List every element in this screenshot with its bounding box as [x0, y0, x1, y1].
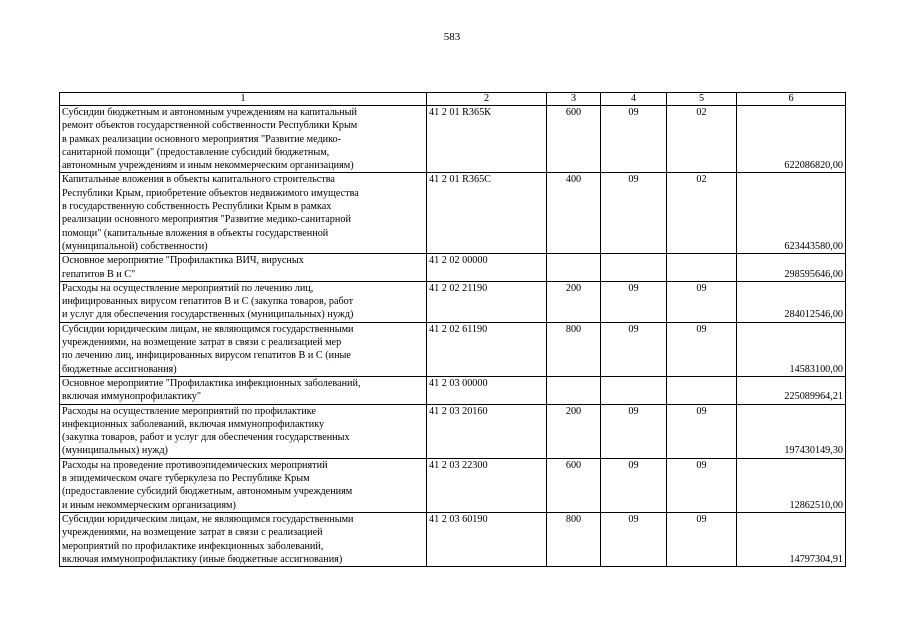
- expense-name-cell: Основное мероприятие "Профилактика инфекционных заболеваний, включая иммунопрофилактику": [60, 376, 427, 404]
- table-row: [60, 173, 846, 254]
- column-header: 3: [547, 93, 601, 106]
- section-cell: 09: [601, 106, 667, 173]
- page-number: 583: [443, 31, 461, 43]
- section-cell: 09: [601, 404, 667, 458]
- header-row: [60, 93, 846, 106]
- section-cell: 09: [601, 458, 667, 512]
- expense-type-cell: 200: [547, 281, 601, 322]
- subsection-cell: 02: [667, 106, 737, 173]
- subsection-cell: [667, 254, 737, 282]
- table-row: [60, 106, 846, 173]
- expense-type-cell: 800: [547, 322, 601, 376]
- target-article-code-cell: 41 2 01 R365К: [427, 106, 547, 173]
- expense-name-cell: Расходы на осуществление мероприятий по лечению лиц, инфицированных вирусом гепатитов В и С (закупка товаров, работ и услуг для обеспечения государственных (муниципальных) нужд): [60, 281, 427, 322]
- amount-cell: 12862510,00: [737, 458, 846, 512]
- section-cell: 09: [601, 173, 667, 254]
- column-header: 5: [667, 93, 737, 106]
- column-header: 2: [427, 93, 547, 106]
- expense-type-cell: 600: [547, 458, 601, 512]
- expense-name-cell: Субсидии юридическим лицам, не являющимся государственными учреждениями, на возмещение затрат в связи с реализацией мероприятий по профилактике инфекционных заболеваний, включая иммунопрофилактику (иные бюджетные ассигнования): [60, 512, 427, 566]
- subsection-cell: 09: [667, 281, 737, 322]
- expense-name-cell: Основное мероприятие "Профилактика ВИЧ, вирусных гепатитов В и С": [60, 254, 427, 282]
- target-article-code-cell: 41 2 02 61190: [427, 322, 547, 376]
- column-header: 1: [60, 93, 427, 106]
- column-header: 4: [601, 93, 667, 106]
- amount-cell: 622086820,00: [737, 106, 846, 173]
- expense-type-cell: 800: [547, 512, 601, 566]
- expense-type-cell: 600: [547, 106, 601, 173]
- target-article-code-cell: 41 2 02 21190: [427, 281, 547, 322]
- expense-name-cell: Расходы на проведение противоэпидемических мероприятий в эпидемическом очаге туберкулеза по Республике Крым (предоставление субсидий бюджетным, автономным учреждениям и иным некоммерческим организациям): [60, 458, 427, 512]
- target-article-code-cell: 41 2 03 20160: [427, 404, 547, 458]
- column-header: 6: [737, 93, 846, 106]
- section-cell: 09: [601, 322, 667, 376]
- table-row: [60, 376, 846, 404]
- amount-cell: 225089964,21: [737, 376, 846, 404]
- section-cell: 09: [601, 512, 667, 566]
- subsection-cell: [667, 376, 737, 404]
- table-row: [60, 322, 846, 376]
- table-row: [60, 254, 846, 282]
- subsection-cell: 09: [667, 322, 737, 376]
- expense-name-cell: Расходы на осуществление мероприятий по профилактике инфекционных заболеваний, включая иммунопрофилактику (закупка товаров, работ и услуг для обеспечения государственных (муниципальных) нужд): [60, 404, 427, 458]
- table-row: [60, 458, 846, 512]
- table-row: [60, 281, 846, 322]
- amount-cell: 284012546,00: [737, 281, 846, 322]
- subsection-cell: 09: [667, 458, 737, 512]
- expense-name-cell: Капитальные вложения в объекты капитального строительства Республики Крым, приобретение объектов недвижимого имущества в государственную собственность Республики Крым в рамках реализации основного мероприятия "Развитие медико-санитарной помощи" (капитальные вложения в объекты государственной (муниципальной) собственности): [60, 173, 427, 254]
- section-cell: 09: [601, 281, 667, 322]
- subsection-cell: 02: [667, 173, 737, 254]
- amount-cell: 197430149,30: [737, 404, 846, 458]
- table-row: [60, 404, 846, 458]
- expense-type-cell: [547, 254, 601, 282]
- amount-cell: 623443580,00: [737, 173, 846, 254]
- table-row: [60, 512, 846, 566]
- target-article-code-cell: 41 2 02 00000: [427, 254, 547, 282]
- amount-cell: 298595646,00: [737, 254, 846, 282]
- target-article-code-cell: 41 2 01 R365С: [427, 173, 547, 254]
- amount-cell: 14797304,91: [737, 512, 846, 566]
- expense-type-cell: [547, 376, 601, 404]
- target-article-code-cell: 41 2 03 00000: [427, 376, 547, 404]
- target-article-code-cell: 41 2 03 22300: [427, 458, 547, 512]
- subsection-cell: 09: [667, 512, 737, 566]
- expense-type-cell: 400: [547, 173, 601, 254]
- subsection-cell: 09: [667, 404, 737, 458]
- expense-type-cell: 200: [547, 404, 601, 458]
- section-cell: [601, 376, 667, 404]
- section-cell: [601, 254, 667, 282]
- budget-table: [59, 92, 846, 567]
- expense-name-cell: Субсидии юридическим лицам, не являющимся государственными учреждениями, на возмещение затрат в связи с реализацией мер по лечению лиц, инфицированных вирусом гепатитов В и С (иные бюджетные ассигнования): [60, 322, 427, 376]
- target-article-code-cell: 41 2 03 60190: [427, 512, 547, 566]
- amount-cell: 14583100,00: [737, 322, 846, 376]
- expense-name-cell: Субсидии бюджетным и автономным учреждениям на капитальный ремонт объектов государственной собственности Республики Крым в рамках реализации основного мероприятия "Развитие медико- санитарной помощи" (предоставление субсидий бюджетным, автономным учреждениям и иным некоммерческим организациям): [60, 106, 427, 173]
